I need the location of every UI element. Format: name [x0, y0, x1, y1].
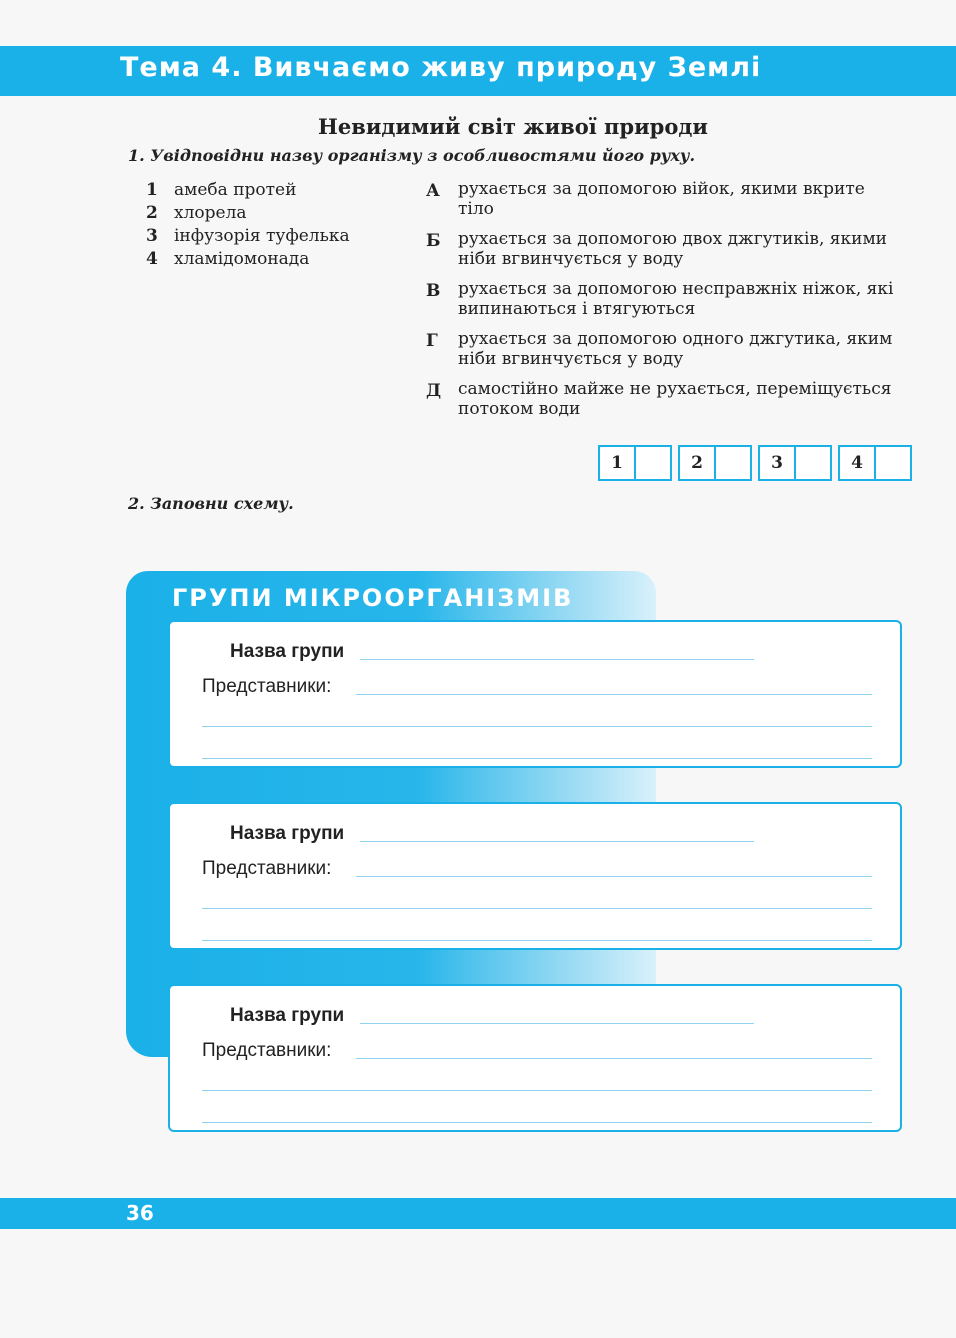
feature-letter: Д — [426, 381, 442, 401]
topic-title: Тема 4. Вивчаємо живу природу Землі — [120, 52, 762, 83]
page-number: 36 — [126, 1201, 154, 1225]
group-name-field[interactable] — [360, 841, 754, 842]
group-card — [168, 984, 902, 1132]
feature-item — [426, 329, 906, 369]
feature-text: рухається за допомогою двох джгутиків, якими ніби вгвинчується у воду — [458, 229, 888, 269]
representatives-field[interactable] — [202, 1122, 872, 1123]
answer-number: 3 — [760, 447, 796, 479]
representatives-field[interactable] — [356, 694, 872, 695]
feature-item — [426, 279, 906, 319]
feature-text: рухається за допомогою війок, якими вкрите тіло — [458, 179, 865, 219]
representatives-label: Представники: — [202, 858, 332, 879]
section-title: Невидимий світ живої природи — [318, 114, 708, 139]
organism-item — [146, 180, 350, 203]
answer-number: 4 — [840, 447, 876, 479]
representatives-field[interactable] — [356, 876, 872, 877]
task-1-prompt: 1. Увідповідни назву організму з особливостями його руху. — [128, 146, 696, 165]
answer-input[interactable] — [876, 447, 910, 479]
representatives-label: Представники: — [202, 1040, 332, 1061]
feature-text: рухається за допомогою несправжніх ніжок, які випинаються і втягуються — [458, 279, 894, 319]
feature-letter: А — [426, 181, 440, 201]
answer-cell — [758, 445, 832, 481]
answer-input[interactable] — [636, 447, 670, 479]
feature-text: рухається за допомогою одного джгутика, яким ніби вгвинчується у воду — [458, 329, 893, 369]
organism-item — [146, 249, 350, 272]
organism-item — [146, 226, 350, 249]
answer-cell — [598, 445, 672, 481]
organism-list — [146, 180, 350, 272]
representatives-field[interactable] — [202, 1090, 872, 1091]
feature-item — [426, 379, 906, 419]
answer-number: 1 — [600, 447, 636, 479]
feature-list — [426, 179, 906, 429]
representatives-field[interactable] — [202, 758, 872, 759]
answer-cell — [838, 445, 912, 481]
group-name-label: Назва групи — [230, 823, 345, 844]
organism-number: 4 — [146, 249, 158, 269]
organism-name: інфузорія туфелька — [174, 226, 350, 246]
group-name-field[interactable] — [360, 659, 754, 660]
organism-number: 3 — [146, 226, 158, 246]
organism-name: амеба протей — [174, 180, 297, 200]
group-name-label: Назва групи — [230, 641, 345, 662]
feature-text: самостійно майже не рухається, переміщується потоком води — [458, 379, 892, 419]
organism-item — [146, 203, 350, 226]
answer-input[interactable] — [796, 447, 830, 479]
answer-grid — [598, 445, 912, 481]
feature-letter: Г — [426, 331, 438, 351]
group-card — [168, 802, 902, 950]
organism-name: хлорела — [174, 203, 247, 223]
group-name-label: Назва групи — [230, 1005, 345, 1026]
feature-letter: В — [426, 281, 441, 301]
feature-item — [426, 229, 906, 269]
representatives-label: Представники: — [202, 676, 332, 697]
task-2-prompt: 2. Заповни схему. — [128, 494, 294, 513]
answer-number: 2 — [680, 447, 716, 479]
feature-item — [426, 179, 906, 219]
representatives-field[interactable] — [356, 1058, 872, 1059]
representatives-field[interactable] — [202, 940, 872, 941]
answer-input[interactable] — [716, 447, 750, 479]
scheme-title: ГРУПИ МІКРООРГАНІЗМІВ — [172, 584, 574, 612]
answer-cell — [678, 445, 752, 481]
representatives-field[interactable] — [202, 908, 872, 909]
organism-number: 1 — [146, 180, 158, 200]
representatives-field[interactable] — [202, 726, 872, 727]
organism-name: хламідомонада — [174, 249, 310, 269]
group-card — [168, 620, 902, 768]
group-name-field[interactable] — [360, 1023, 754, 1024]
organism-number: 2 — [146, 203, 158, 223]
feature-letter: Б — [426, 231, 441, 251]
